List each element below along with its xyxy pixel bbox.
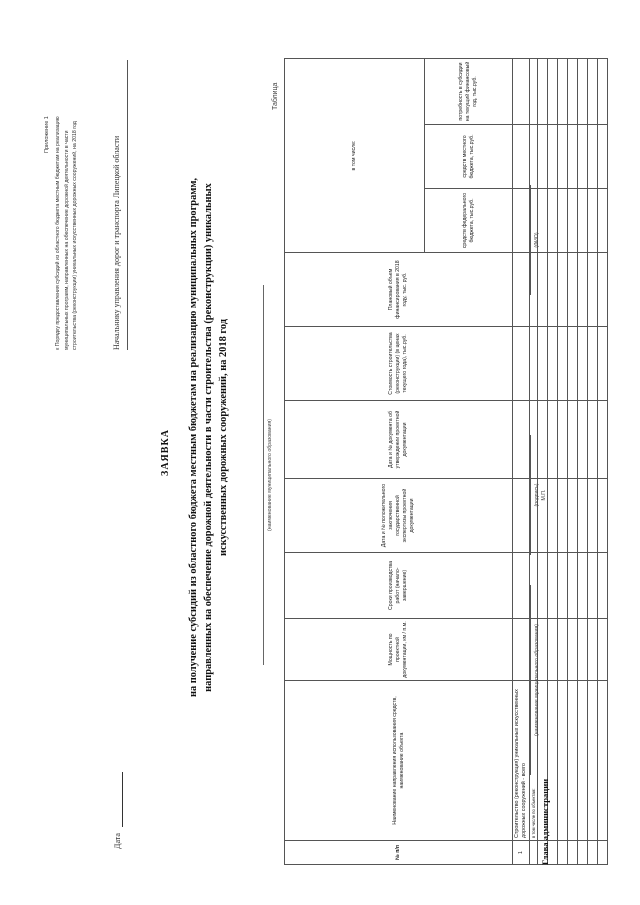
- table-cell: [548, 59, 558, 125]
- seal-label: М.П.: [541, 489, 547, 501]
- table-cell: [558, 479, 568, 553]
- table-cell: [513, 553, 530, 619]
- table-cell: [588, 841, 598, 865]
- table-cell: [568, 189, 578, 253]
- table-cell: [548, 619, 558, 681]
- table-cell: [513, 619, 530, 681]
- header-name: Наименование направления использования средств, наименование объекта: [285, 681, 513, 841]
- table-row: [513, 59, 530, 865]
- table-header-row: [285, 59, 425, 865]
- table-cell: [548, 327, 558, 401]
- table-row: [588, 59, 598, 865]
- appendix-reference: к Порядку предоставления субсидий из областного бюджета местным бюджетам на реализацию муниципальных программ, направленных на обеспечение дорожной деятельности в части строительства (реконструкции) уникальных искусственных дорожных сооружений, на 2018 год: [55, 116, 79, 350]
- header-approval: Дата и № документа об утверждении проектной документации: [285, 401, 513, 479]
- table-cell: [568, 553, 578, 619]
- row-num: 1: [513, 841, 530, 865]
- row-including-label: в том числе по объектам:: [530, 681, 538, 841]
- table-cell: [598, 553, 608, 619]
- date-label: Дата: [113, 833, 122, 849]
- table-cell: [578, 125, 588, 189]
- table-cell: [578, 553, 588, 619]
- header-expertise: Дата и № положительного заключения государственной экспертизы проектной документации: [285, 479, 513, 553]
- header-num: № п/п: [285, 841, 513, 865]
- table-row: [558, 59, 568, 865]
- table-row: [578, 59, 588, 865]
- table-cell: [530, 841, 538, 865]
- table-cell: [568, 841, 578, 865]
- table-cell: [548, 479, 558, 553]
- table-cell: [598, 401, 608, 479]
- table-cell: [558, 841, 568, 865]
- header-need: потребность в субсидии на текущий финансовый год, тыс.руб.: [425, 59, 513, 125]
- head-of-administration-label: Глава администрации: [540, 778, 550, 865]
- header-local: средств местного бюджета, тыс.руб.: [425, 125, 513, 189]
- table-cell: [568, 619, 578, 681]
- table-cell: [598, 841, 608, 865]
- table-cell: [538, 125, 548, 189]
- signature-line: [530, 435, 531, 555]
- table-cell: [558, 125, 568, 189]
- table-cell: [588, 401, 598, 479]
- table-cell: [578, 401, 588, 479]
- table-cell: [578, 59, 588, 125]
- table-cell: [578, 479, 588, 553]
- header-federal: средств федерального бюджета, тыс.руб.: [425, 189, 513, 253]
- name-caption: (ФИО): [534, 232, 540, 248]
- date-field-line: [122, 772, 123, 827]
- table-cell: [568, 681, 578, 841]
- table-cell: [598, 253, 608, 327]
- table-cell: [578, 253, 588, 327]
- table-cell: [558, 327, 568, 401]
- header-including: в том числе:: [285, 59, 425, 253]
- municipality-line: [263, 285, 264, 665]
- table-cell: [558, 619, 568, 681]
- table-cell: [548, 401, 558, 479]
- table-cell: [548, 189, 558, 253]
- table-row: [548, 59, 558, 865]
- table-cell: [578, 681, 588, 841]
- table-cell: [513, 59, 530, 125]
- table-cell: [568, 59, 578, 125]
- table-cell: [513, 125, 530, 189]
- table-cell: [588, 59, 598, 125]
- table-cell: [513, 401, 530, 479]
- table-cell: [548, 253, 558, 327]
- table-cell: [530, 327, 538, 401]
- header-capacity: Мощность по проектной документации, км / п.м.: [285, 619, 513, 681]
- table-cell: [588, 189, 598, 253]
- table-cell: [578, 841, 588, 865]
- table-cell: [568, 479, 578, 553]
- appendix-label: Приложение 1: [44, 116, 50, 153]
- table-cell: [548, 125, 558, 189]
- table-cell: [598, 619, 608, 681]
- table-cell: [598, 479, 608, 553]
- table-cell: [588, 125, 598, 189]
- table-cell: [568, 401, 578, 479]
- municipality-signature-caption: (наименование муниципального образования): [534, 623, 540, 737]
- document-subtitle: на получение субсидий из областного бюджета местным бюджетам на реализацию муниципальных программ, направленных на обеспечение дорожной деятельности в части строительства (реконструкции) уникальных искусственных дорожных сооружений, на 2018 год: [188, 177, 229, 698]
- table-cell: [598, 59, 608, 125]
- table-cell: [530, 59, 538, 125]
- table-cell: [578, 619, 588, 681]
- application-table: [284, 58, 608, 865]
- table-cell: [588, 619, 598, 681]
- header-cost: Стоимость строительства (реконструкции) (в ценах текущего года), тыс.руб.: [285, 327, 513, 401]
- table-cell: [530, 125, 538, 189]
- table-cell: [513, 189, 530, 253]
- table-row: [568, 59, 578, 865]
- table-cell: [548, 553, 558, 619]
- table-cell: [558, 553, 568, 619]
- table-cell: [568, 253, 578, 327]
- table-cell: [568, 327, 578, 401]
- table-cell: [558, 401, 568, 479]
- recipient-line: Начальнику управления дорог и транспорта Липецкой области: [112, 135, 121, 350]
- table-cell: [513, 253, 530, 327]
- table-cell: [588, 253, 598, 327]
- table-cell: [513, 479, 530, 553]
- header-terms: Сроки производства работ (начало-завершение): [285, 553, 513, 619]
- table-label: Таблица: [272, 82, 279, 110]
- signature-caption: (подпись): [534, 483, 540, 507]
- table-cell: [558, 189, 568, 253]
- name-line: [530, 185, 531, 295]
- document-title: ЗАЯВКА: [160, 429, 171, 476]
- table-cell: [578, 189, 588, 253]
- table-cell: [588, 553, 598, 619]
- municipality-caption: (наименование муниципального образования): [267, 418, 273, 532]
- table-cell: [598, 327, 608, 401]
- table-cell: [558, 253, 568, 327]
- table-cell: [568, 125, 578, 189]
- row-name: Строительство (реконструкция) уникальных искусственных дорожных сооружений - всего: [513, 681, 530, 841]
- table-cell: [588, 479, 598, 553]
- table-cell: [588, 681, 598, 841]
- table-cell: [558, 681, 568, 841]
- header-volume: Плановый объем финансирования в 2018 году, тыс. руб.: [285, 253, 513, 327]
- table-cell: [598, 189, 608, 253]
- table-cell: [598, 125, 608, 189]
- table-cell: [538, 327, 548, 401]
- table-row: [598, 59, 608, 865]
- table-cell: [588, 327, 598, 401]
- table-cell: [578, 327, 588, 401]
- table-cell: [598, 681, 608, 841]
- table-cell: [538, 59, 548, 125]
- recipient-underline: [127, 60, 128, 350]
- table-cell: [513, 327, 530, 401]
- table-cell: [558, 59, 568, 125]
- municipality-signature-line: [530, 585, 531, 775]
